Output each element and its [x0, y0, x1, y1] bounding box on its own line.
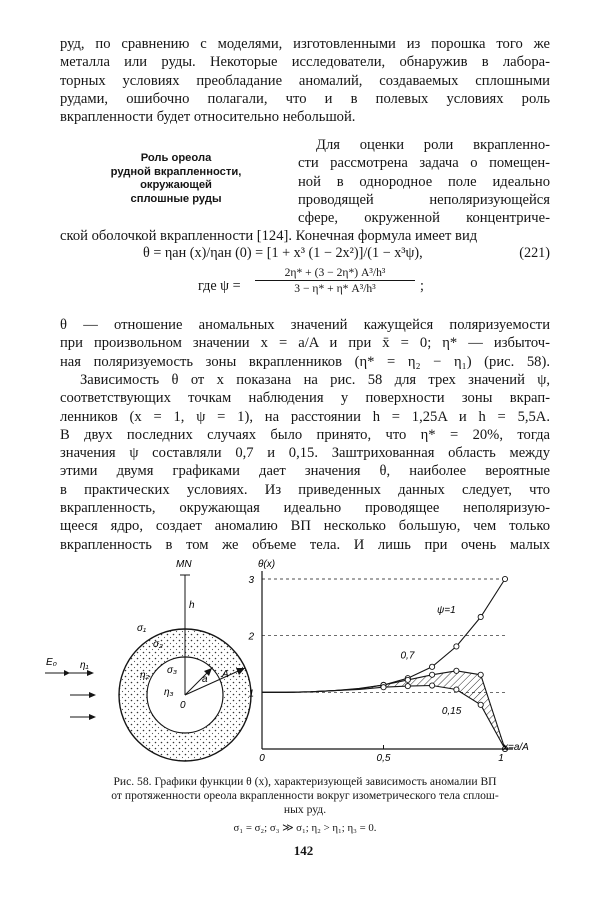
side-heading	[60, 152, 292, 206]
label-E0: E₀	[46, 657, 57, 668]
series-label: 0,15	[441, 705, 462, 717]
series-label: ψ=1	[436, 605, 456, 616]
chart-series-labels	[401, 605, 462, 717]
caption-formula-text: σ₁ = σ₂; σ₃ ≫ σ₁; η₂ > η₁; η₃ = 0.	[233, 822, 377, 834]
label-eta1: η₁	[80, 660, 89, 671]
text-line: ленников (x = 1, ψ = 1), на расстоянии h = 1,25A и h = 5,5A.	[60, 408, 550, 425]
text-line: ской оболочкой вкрапленности [124]. Конечная формула имеет вид	[60, 228, 478, 244]
side-heading-line: рудной вкрапленности,	[110, 165, 242, 178]
data-point	[430, 664, 435, 669]
text-line: при произвольном значении x = a/A и при x̄ = 0; η* — избыточ-	[60, 335, 550, 352]
text-line: руд, по сравнению с моделями, изготовленными из порошка того же	[60, 36, 550, 52]
chart-axes	[262, 571, 513, 749]
text-line: соответствующих точкам наблюдения у поверхности зоны вкрап-	[60, 390, 550, 407]
formula-tail: ;	[420, 278, 424, 294]
x-tick-label: 0	[259, 753, 265, 764]
text-line: сти рассмотрена задача о помещен-	[298, 155, 550, 172]
chart-series	[262, 579, 505, 749]
side-heading-line: окружающей	[140, 179, 212, 192]
y-tick-label: 1	[248, 688, 254, 700]
y-axis-label: θ(x)	[258, 559, 276, 570]
label-A: A	[222, 669, 229, 680]
paragraph-4	[60, 371, 550, 554]
data-point	[430, 672, 435, 677]
paragraph-2-continuation	[60, 227, 550, 245]
psi-fraction	[255, 266, 415, 295]
series-label: 0,7	[400, 650, 415, 662]
y-tick-label: 2	[248, 631, 254, 643]
text-line: торных условиях преобладание аномалий, создаваемых сплошными	[60, 72, 550, 89]
paragraph-1	[60, 35, 550, 126]
label-zero: 0	[180, 700, 186, 711]
data-point	[405, 677, 410, 682]
x-axis-label: x=a/A	[503, 742, 529, 753]
data-point	[454, 668, 459, 673]
data-point	[478, 702, 483, 707]
text-line: проводящей неполяризующейся	[298, 191, 550, 208]
caption-line: Рис. 58. Графики функции θ (x), характеризующей зависимость аномалии ВП	[113, 775, 497, 788]
text-line: значения ψ составляли 0,7 и 0,15. Заштрихованная область между	[60, 445, 550, 462]
text-line: Для оценки роли вкрапленно-	[316, 137, 550, 153]
label-sigma2: σ₂	[153, 639, 163, 650]
label-eta2: η₂	[140, 670, 150, 681]
chart-ticks	[247, 575, 503, 764]
figure-caption	[60, 775, 550, 816]
text-line: рудами, ошибочно полагали, что и в полевых условиях роль	[60, 90, 550, 107]
paragraph-3	[60, 316, 550, 371]
text-line: в практических условиях. Из приведенных данных следует, что	[60, 481, 550, 498]
label-sigma3: σ₃	[167, 665, 177, 676]
text-line: ной в однородное поле идеально	[298, 173, 550, 190]
text-line: θ — отношение аномальных значений кажущейся поляризуемости	[60, 317, 550, 333]
field-arrow-head	[64, 670, 70, 676]
data-point	[478, 672, 483, 677]
label-a: a	[202, 674, 208, 685]
text-line: этими двумя графиками дает значения θ, наиболее вероятные	[60, 463, 550, 480]
psi-numerator: 2η* + (3 − 2η*) A³/h³	[284, 266, 386, 279]
text-line: ная поляризуемость зоны вкрапленников (η* = η₂ − η₁) (рис. 58).	[60, 353, 550, 370]
side-heading-line: сплошные руды	[130, 192, 222, 205]
theta-chart	[250, 555, 550, 765]
field-arrow-head	[89, 692, 96, 698]
data-point	[430, 683, 435, 688]
caption-formula	[60, 822, 550, 836]
data-point	[405, 684, 410, 689]
x-tick-label: 1	[498, 753, 504, 764]
text-line: В двух последних случаях было принято, что η* = 20%, тогда	[60, 426, 550, 443]
label-sigma1: σ₁	[137, 623, 147, 634]
caption-line: от протяженности ореола вкрапленности вокруг изометрического тела сплош-	[111, 788, 499, 802]
caption-line: ных руд.	[283, 802, 327, 816]
label-h: h	[189, 600, 195, 611]
side-heading-line: Роль ореола	[140, 152, 212, 164]
text-line: вкрапленности будет относительно небольшой.	[60, 109, 356, 126]
fraction-bar	[255, 280, 415, 281]
psi-denominator: 3 − η* + η* A³/h³	[294, 282, 376, 295]
sphere-diagram	[40, 555, 270, 765]
text-line: металла или руды. Некоторые исследователи, обнаружив в лабора-	[60, 54, 550, 71]
formula-221: θ = ηан (x)/ηан (0) = [1 + x³ (1 − 2x²)]/(1 − x³ψ),	[143, 245, 423, 261]
label-eta3: η₃	[164, 687, 174, 698]
data-point	[502, 576, 507, 581]
text-line: вкрапленность в том же объеме тела. И лишь при очень малых	[60, 536, 550, 553]
page-number: 142	[293, 843, 314, 858]
paragraph-2-right-column	[298, 136, 550, 227]
formula-where: где ψ =	[198, 278, 241, 294]
y-tick-label: 3	[248, 575, 254, 586]
x-tick-label: 0,5	[376, 753, 391, 764]
data-point	[478, 614, 483, 619]
equation-number: (221)	[519, 245, 550, 261]
text-line: вкрапленность, окружающая идеально проводящее неполяризую-	[60, 500, 550, 517]
text-line: сфере, окруженной концентриче-	[298, 210, 550, 227]
data-point	[454, 644, 459, 649]
text-line: щееся ядро, создает аномалию ВП несколько большую, чем только	[60, 518, 550, 535]
label-mn: MN	[176, 559, 192, 570]
text-line: Зависимость θ от x показана на рис. 58 для трех значений ψ,	[80, 372, 550, 388]
chart-points	[381, 576, 508, 751]
data-point	[454, 687, 459, 692]
data-point	[381, 685, 386, 690]
field-arrow-head	[89, 714, 96, 720]
